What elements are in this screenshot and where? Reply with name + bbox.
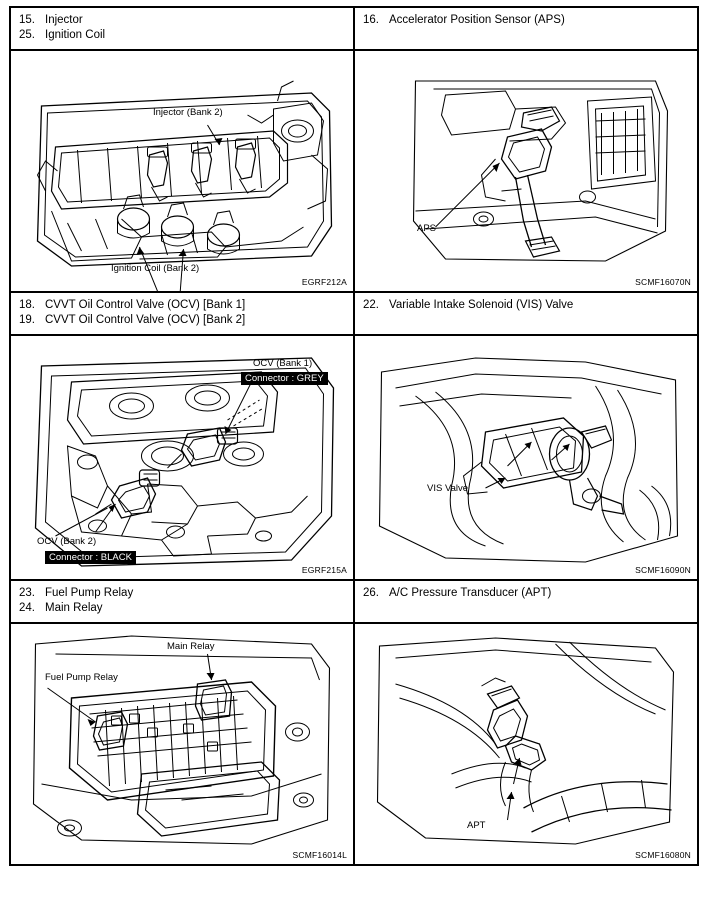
item-number: 16.: [363, 14, 379, 26]
item-number: 19.: [19, 314, 35, 326]
component-illustration-grid: [9, 6, 699, 866]
header-spacer: [363, 313, 689, 328]
header-line: [19, 298, 345, 313]
relay-box-drawing: [11, 624, 353, 864]
item-number: 25.: [19, 29, 35, 41]
figure-code: SCMF16070N: [635, 277, 691, 287]
header-line: [19, 313, 345, 328]
header-spacer: [363, 601, 689, 616]
engine-injector-coil-drawing: [11, 51, 353, 291]
item-number: 15.: [19, 14, 35, 26]
callout-ocv-bank1-connector: Connector : GREY: [241, 372, 328, 385]
panel-header: [355, 293, 697, 336]
aps-pedal-drawing: [355, 51, 697, 291]
vis-valve-drawing: [355, 336, 697, 579]
item-title: Ignition Coil: [45, 29, 106, 41]
callout-main-relay: Main Relay: [167, 641, 215, 652]
callout-aps: APS: [417, 223, 437, 234]
item-title: Fuel Pump Relay: [45, 587, 134, 599]
panel-illustration: [355, 51, 697, 291]
panel-header: [355, 8, 697, 51]
callout-ocv-bank2-connector: Connector : BLACK: [45, 551, 136, 564]
panel-illustration: [11, 51, 353, 291]
panel-variable-intake-solenoid-valve: [354, 292, 698, 580]
panel-accelerator-position-sensor: [354, 7, 698, 292]
panel-ac-pressure-transducer: [354, 580, 698, 865]
header-line: [363, 13, 689, 28]
figure-code: EGRF212A: [301, 277, 347, 287]
header-spacer: [363, 28, 689, 43]
item-number: 24.: [19, 602, 35, 614]
header-line: [19, 601, 345, 616]
service-manual-page: [0, 6, 707, 899]
callout-ocv-bank2: OCV (Bank 2): [37, 536, 97, 547]
item-title: A/C Pressure Transducer (APT): [389, 587, 552, 599]
callout-vis-valve: VIS Valve: [427, 483, 469, 494]
callout-fuel-pump-relay: Fuel Pump Relay: [45, 672, 118, 683]
apt-drawing: [355, 624, 697, 864]
callout-injector-bank2: Injector (Bank 2): [153, 107, 223, 118]
panel-illustration: [11, 336, 353, 579]
callout-ignition-coil-bank2: Ignition Coil (Bank 2): [111, 263, 200, 274]
item-number: 23.: [19, 587, 35, 599]
header-line: [363, 298, 689, 313]
figure-code: SCMF16014L: [292, 850, 347, 860]
item-title: Injector: [45, 14, 83, 26]
callout-apt: APT: [467, 820, 486, 831]
panel-header: [11, 581, 353, 624]
panel-header: [11, 8, 353, 51]
panel-illustration: [11, 624, 353, 864]
header-line: [19, 28, 345, 43]
header-line: [19, 586, 345, 601]
header-line: [363, 586, 689, 601]
item-number: 18.: [19, 299, 35, 311]
header-line: [19, 13, 345, 28]
panel-cvvt-oil-control-valve: [10, 292, 354, 580]
item-title: CVVT Oil Control Valve (OCV) [Bank 2]: [45, 314, 246, 326]
figure-code: SCMF16080N: [635, 850, 691, 860]
figure-code: SCMF16090N: [635, 565, 691, 575]
item-title: Accelerator Position Sensor (APS): [389, 14, 565, 26]
panel-header: [11, 293, 353, 336]
item-title: Variable Intake Solenoid (VIS) Valve: [389, 299, 574, 311]
item-number: 22.: [363, 299, 379, 311]
panel-fuel-pump-relay-main-relay: [10, 580, 354, 865]
figure-code: EGRF215A: [301, 565, 347, 575]
panel-illustration: [355, 336, 697, 579]
panel-injector-ignition-coil: [10, 7, 354, 292]
item-title: CVVT Oil Control Valve (OCV) [Bank 1]: [45, 299, 246, 311]
item-number: 26.: [363, 587, 379, 599]
panel-header: [355, 581, 697, 624]
callout-ocv-bank1: OCV (Bank 1): [253, 358, 313, 369]
panel-illustration: [355, 624, 697, 864]
item-title: Main Relay: [45, 602, 103, 614]
